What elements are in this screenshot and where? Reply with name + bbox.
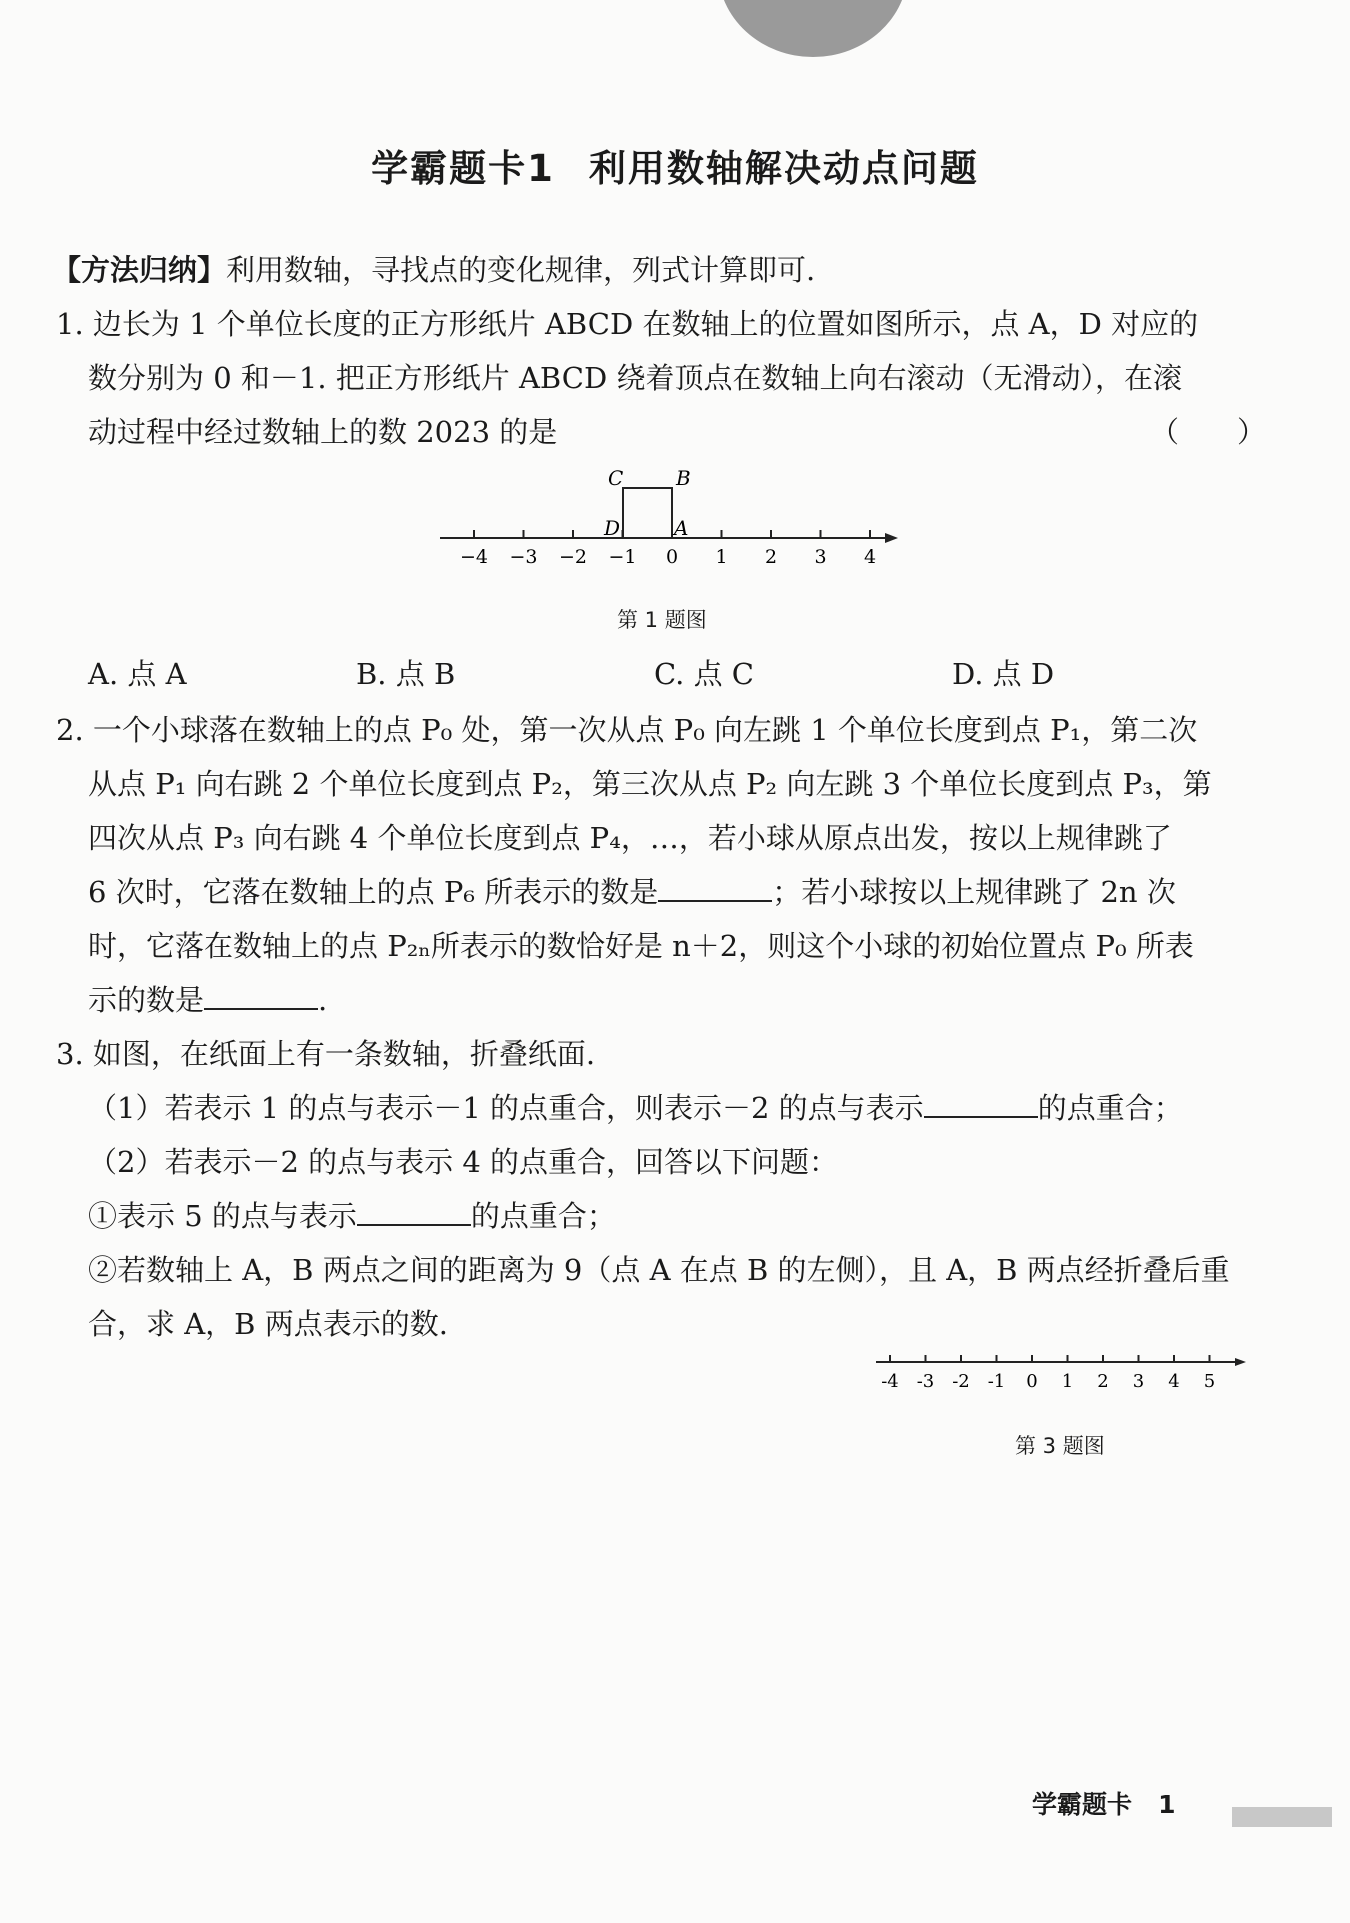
q2-blank-1[interactable] bbox=[658, 874, 772, 902]
q3-tick-label: 3 bbox=[1132, 1371, 1145, 1392]
q1-axis-arrow bbox=[885, 533, 898, 543]
q3-tick-label: -4 bbox=[881, 1371, 899, 1392]
q3-sub-1 bbox=[88, 1196, 616, 1236]
q2-line-4-end: ；若小球按以上规律跳了 2n 次 bbox=[772, 875, 1176, 909]
footer-label: 学霸题卡 bbox=[1032, 1790, 1133, 1819]
q3-number-line-figure bbox=[870, 1350, 1250, 1400]
q1-tick-label: 0 bbox=[665, 546, 679, 568]
q1-tick-label: 3 bbox=[814, 546, 827, 568]
scan-shadow bbox=[718, 0, 908, 57]
title-prefix: 学霸题卡1 bbox=[371, 147, 555, 190]
q1-square-abcd bbox=[623, 488, 672, 538]
q2-line-1: 2. 一个小球落在数轴上的点 P₀ 处，第一次从点 P₀ 向左跳 1 个单位长度到点 P₁，第二次 bbox=[56, 713, 1198, 747]
q2-line-3: 四次从点 P₃ 向右跳 4 个单位长度到点 P₄，…，若小球从原点出发，按以上规律跳了 bbox=[88, 821, 1172, 855]
q3-sub-1-end: 的点重合； bbox=[470, 1199, 616, 1233]
q1-option-d: D. 点 D bbox=[952, 657, 1055, 691]
q2-line-5: 时，它落在数轴上的点 P₂ₙ所表示的数恰好是 n＋2，则这个小球的初始位置点 P₀ 所表 bbox=[88, 929, 1194, 963]
q1-tick-label: −1 bbox=[608, 546, 637, 568]
q1-tick-label: −3 bbox=[509, 546, 538, 568]
q1-line-1: 1. 边长为 1 个单位长度的正方形纸片 ABCD 在数轴上的位置如图所示，点 A，D 对应的 bbox=[56, 307, 1199, 341]
footer-page-number: 1 bbox=[1158, 1790, 1176, 1819]
q1-label-b: B bbox=[676, 468, 691, 490]
q3-part-1-start: （1）若表示 1 的点与表示－1 的点重合，则表示－2 的点与表示 bbox=[88, 1091, 924, 1125]
q2-line-4-start: 6 次时，它落在数轴上的点 P₆ 所表示的数是 bbox=[88, 875, 659, 909]
q1-line-2: 数分别为 0 和－1. 把正方形纸片 ABCD 绕着顶点在数轴上向右滚动（无滑动），在滚 bbox=[88, 361, 1182, 395]
title-main: 利用数轴解决动点问题 bbox=[588, 147, 979, 190]
q2-line-4 bbox=[88, 872, 1176, 912]
q1-tick-label: 1 bbox=[715, 546, 728, 568]
method-text: 利用数轴，寻找点的变化规律，列式计算即可. bbox=[226, 253, 816, 287]
q2-line-6 bbox=[88, 980, 327, 1020]
q1-line-3: 动过程中经过数轴上的数 2023 的是 bbox=[88, 415, 558, 449]
q3-tick-label: 2 bbox=[1097, 1371, 1109, 1392]
q1-number-line-figure bbox=[430, 468, 900, 578]
q3-tick-label: 1 bbox=[1061, 1371, 1074, 1392]
q3-line-1: 3. 如图，在纸面上有一条数轴，折叠纸面. bbox=[56, 1037, 596, 1071]
method-summary bbox=[52, 250, 815, 290]
q3-figure-caption: 第 3 题图 bbox=[1015, 1434, 1105, 1458]
q2-blank-2[interactable] bbox=[204, 982, 318, 1010]
q3-part-1-end: 的点重合； bbox=[1037, 1091, 1183, 1125]
q1-option-a: A. 点 A bbox=[88, 657, 187, 691]
q3-tick-label: -2 bbox=[952, 1371, 970, 1392]
q3-axis-arrow bbox=[1235, 1358, 1246, 1366]
q1-tick-label: −4 bbox=[459, 546, 489, 568]
q3-sub-2-line-1: ②若数轴上 A，B 两点之间的距离为 9（点 A 在点 B 的左侧），且 A，B 两点经折叠后重 bbox=[88, 1253, 1230, 1287]
q1-figure-caption: 第 1 题图 bbox=[617, 608, 707, 632]
q3-tick-label: 0 bbox=[1026, 1371, 1038, 1392]
q1-tick-label: 4 bbox=[863, 546, 877, 568]
q3-sub-1-start: ①表示 5 的点与表示 bbox=[88, 1199, 357, 1233]
q3-tick-label: -3 bbox=[916, 1371, 935, 1392]
q1-tick-label: 2 bbox=[764, 546, 778, 568]
q3-tick-label: 5 bbox=[1203, 1371, 1216, 1392]
q3-blank-2[interactable] bbox=[357, 1198, 471, 1226]
q3-blank-1[interactable] bbox=[924, 1090, 1038, 1118]
q1-option-b: B. 点 B bbox=[356, 657, 456, 691]
q3-part-2: （2）若表示－2 的点与表示 4 的点重合，回答以下问题： bbox=[88, 1145, 839, 1179]
footer-decor-bar bbox=[1232, 1807, 1332, 1827]
q1-tick-label: −2 bbox=[558, 546, 588, 568]
q3-tick-label: -1 bbox=[987, 1371, 1006, 1392]
page-title bbox=[0, 138, 1350, 192]
q3-part-1 bbox=[88, 1088, 1183, 1128]
q3-sub-2-line-2: 合，求 A，B 两点表示的数. bbox=[88, 1307, 448, 1341]
q1-option-c: C. 点 C bbox=[654, 657, 754, 691]
q2-line-6-end: . bbox=[318, 983, 328, 1017]
footer bbox=[1032, 1785, 1176, 1821]
q1-label-d: D bbox=[604, 516, 621, 540]
q3-tick-label: 4 bbox=[1168, 1371, 1180, 1392]
q1-label-c: C bbox=[608, 468, 624, 490]
method-label: 【方法归纳】 bbox=[52, 253, 227, 287]
q2-line-2: 从点 P₁ 向右跳 2 个单位长度到点 P₂，第三次从点 P₂ 向左跳 3 个单位长度到点 P₃，第 bbox=[88, 767, 1212, 801]
q2-line-6-start: 示的数是 bbox=[88, 983, 205, 1017]
q1-label-a: A bbox=[674, 516, 689, 540]
q1-answer-bracket: （ ） bbox=[1150, 415, 1267, 449]
